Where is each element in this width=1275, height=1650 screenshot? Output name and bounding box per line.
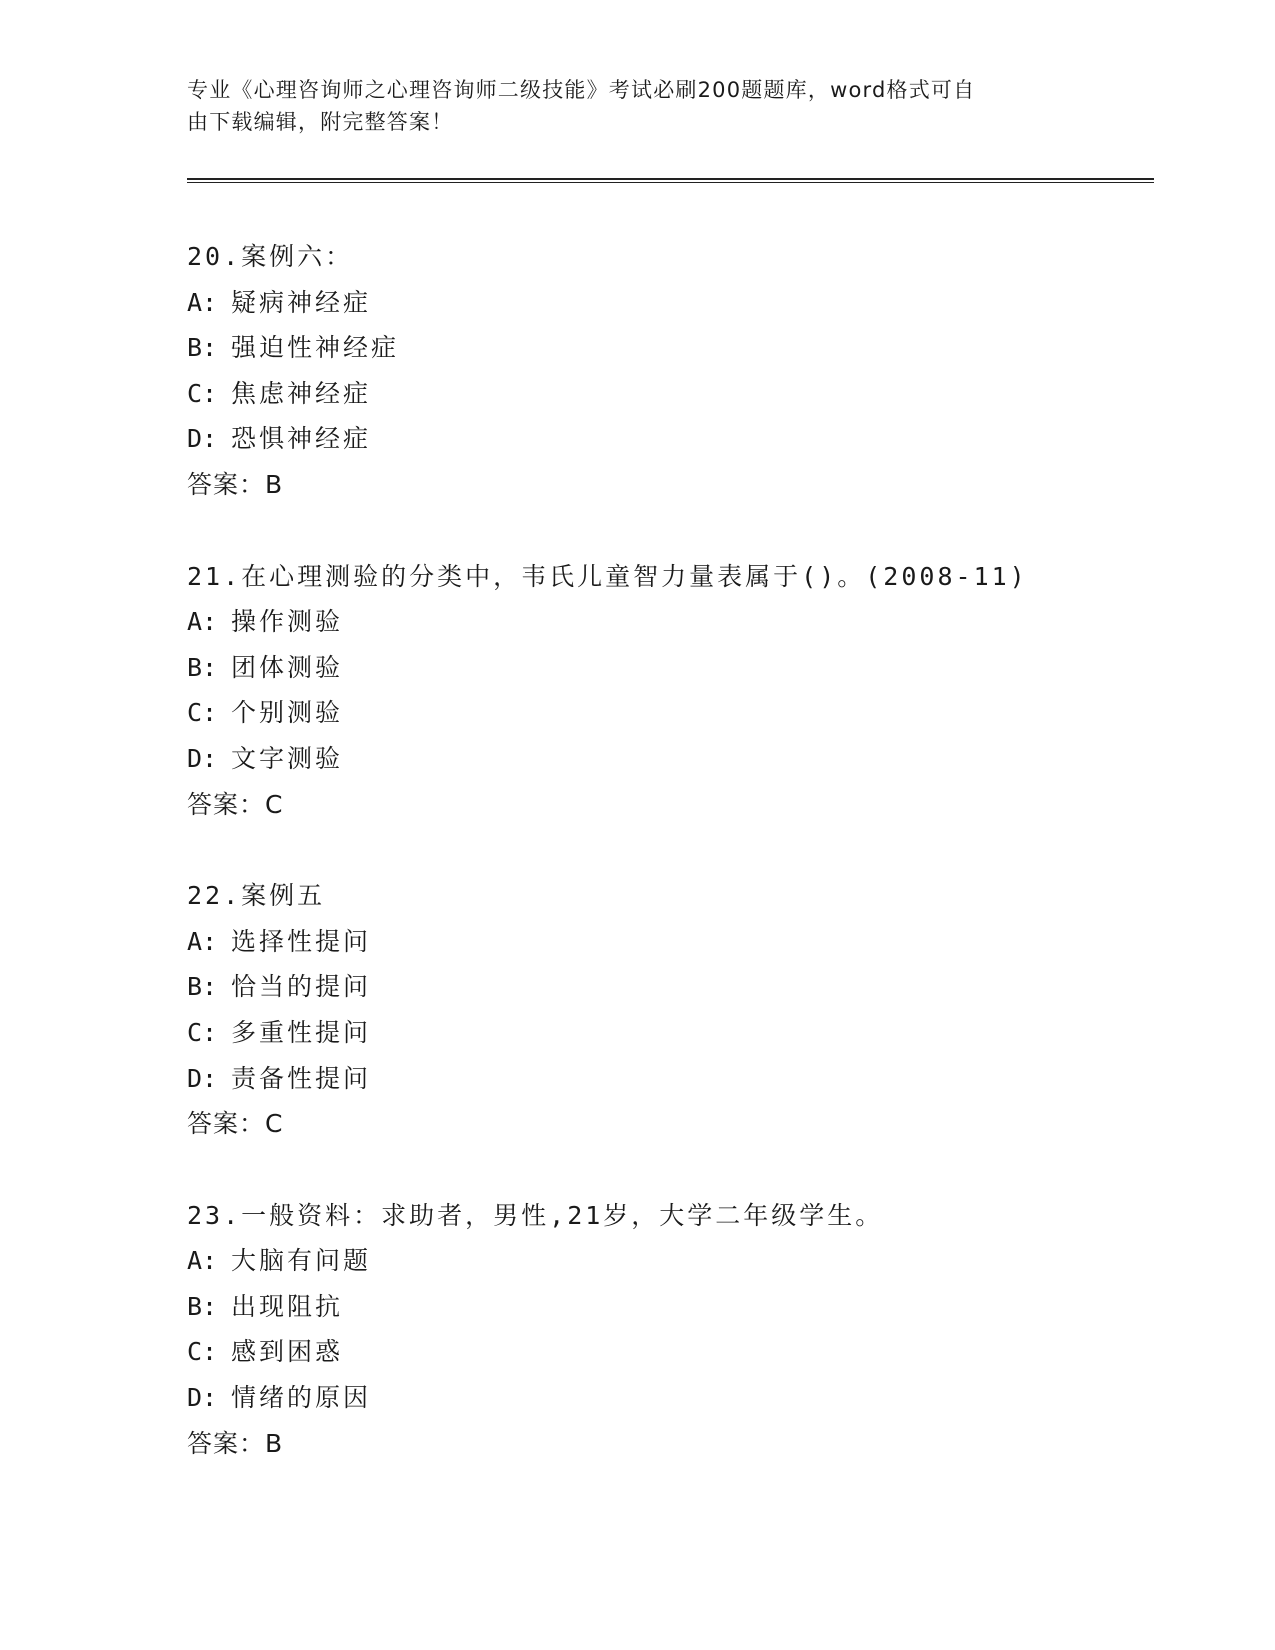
option-text: 疑病神经症 (231, 287, 372, 317)
option-text: 多重性提问 (231, 1017, 372, 1047)
option-text: 情绪的原因 (231, 1383, 372, 1413)
question-list (187, 234, 1167, 1512)
option-text: 强迫性神经症 (231, 333, 400, 363)
option-b (187, 1284, 1167, 1330)
option-letter: A: (187, 926, 218, 956)
option-letter: C: (187, 378, 218, 408)
option-letter: B: (187, 1291, 218, 1321)
option-c (187, 690, 1167, 736)
question-stem: 22.案例五 (187, 881, 326, 911)
option-text: 责备性提问 (231, 1063, 372, 1093)
option-letter: C: (187, 1017, 218, 1047)
question-stem: 21.在心理测验的分类中，韦氏儿童智力量表属于()。(2008-11) (187, 561, 1028, 591)
option-letter: B: (187, 972, 218, 1002)
option-letter: C: (187, 698, 218, 728)
option-letter: D: (187, 424, 218, 454)
option-a (187, 599, 1167, 645)
answer-line: 答案：B (187, 469, 284, 499)
option-letter: A: (187, 287, 218, 317)
question-stem: 20.案例六： (187, 242, 354, 271)
option-d (187, 416, 1167, 462)
option-letter: A: (187, 607, 218, 637)
option-c (187, 1329, 1167, 1375)
option-c (187, 1010, 1167, 1056)
option-letter: A: (187, 1246, 218, 1276)
option-d (187, 1375, 1167, 1421)
option-b (187, 645, 1167, 691)
option-text: 选择性提问 (231, 926, 372, 956)
question-23 (187, 1193, 1167, 1467)
option-letter: B: (187, 652, 218, 682)
option-text: 大脑有问题 (231, 1246, 372, 1276)
option-a (187, 1238, 1167, 1284)
option-letter: C: (187, 1337, 218, 1367)
option-c (187, 371, 1167, 417)
option-letter: D: (187, 1063, 218, 1093)
option-text: 恐惧神经症 (231, 424, 372, 454)
header-line-1: 专业《心理咨询师之心理咨询师二级技能》考试必刷200题题库，word格式可自 (187, 78, 976, 102)
option-letter: D: (187, 743, 218, 773)
option-text: 焦虑神经症 (231, 378, 372, 408)
option-letter: B: (187, 333, 218, 363)
option-b (187, 325, 1167, 371)
option-text: 个别测验 (231, 698, 344, 728)
answer-line: 答案：B (187, 1428, 284, 1458)
question-22 (187, 873, 1167, 1147)
option-text: 感到困惑 (231, 1337, 344, 1367)
option-a (187, 919, 1167, 965)
option-text: 文字测验 (231, 743, 344, 773)
question-21 (187, 554, 1167, 828)
question-20 (187, 234, 1167, 508)
header-line-2: 由下载编辑，附完整答案！ (187, 110, 454, 134)
document-header (187, 74, 1087, 138)
option-letter: D: (187, 1383, 218, 1413)
option-text: 出现阻抗 (231, 1291, 344, 1321)
option-text: 操作测验 (231, 607, 344, 637)
header-divider (187, 178, 1154, 183)
option-text: 恰当的提问 (231, 972, 372, 1002)
question-stem: 23.一般资料：求助者，男性,21岁，大学二年级学生。 (187, 1200, 884, 1230)
option-b (187, 964, 1167, 1010)
option-a (187, 280, 1167, 326)
option-d (187, 1056, 1167, 1102)
answer-line: 答案：C (187, 789, 284, 819)
answer-line: 答案：C (187, 1109, 284, 1139)
option-d (187, 736, 1167, 782)
option-text: 团体测验 (231, 652, 344, 682)
